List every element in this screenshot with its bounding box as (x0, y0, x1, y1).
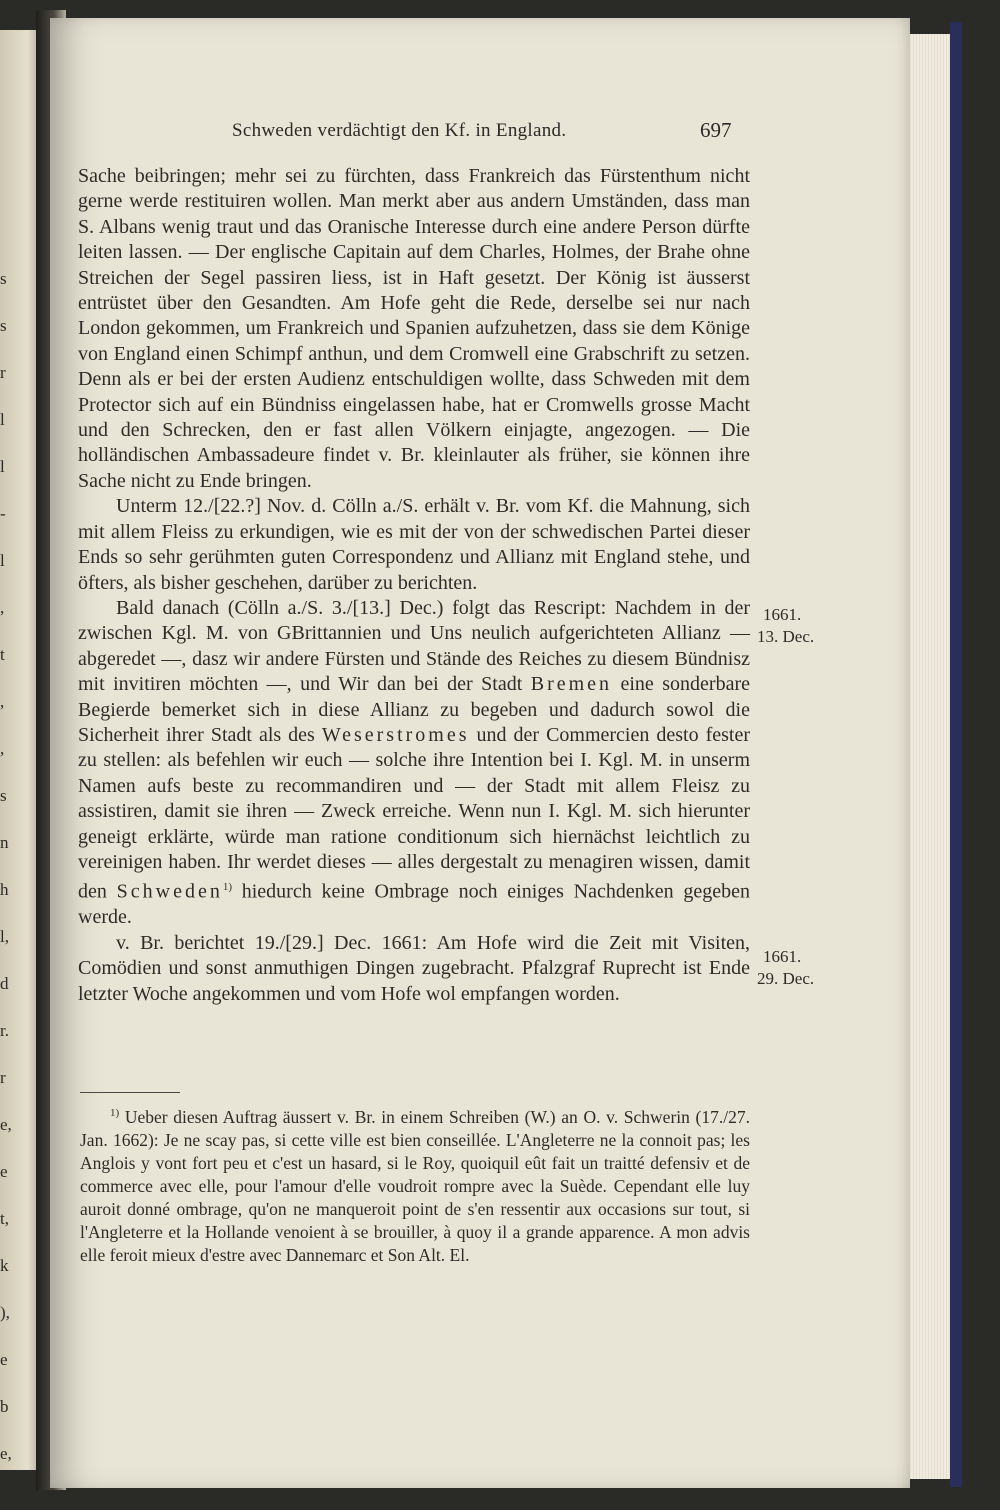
footnote-mark: 1) (110, 1107, 120, 1119)
facing-page-fragment: b (0, 1397, 9, 1416)
facing-page-fragment: ir (0, 1491, 11, 1510)
footnote-reference: 1) (222, 881, 232, 894)
page-stack-edge (908, 34, 953, 1479)
facing-page-fragment: , (0, 598, 5, 617)
facing-page-fragment: r. (0, 1021, 9, 1040)
footnote-text: Ueber diesen Auftrag äussert v. Br. in einem Schreiben (W.) an O. v. Schwerin (17./27. Jan. 1662): Je ne scay pas, si cette ville est bien conseillée. L'Angleterre ne la connoit pas; les Anglois y vont fort peu et c'est un hasard, si le Roy, quoiquil eût fait un traitté defensiv et de commerce avec elle, pour l'amour d'elle voudroit rompre avec la Suède. Cependant elle luy auroit donné ombrage, qu'on ne manqueroit point de s'en ressentir aux occasions sur tout, si l'Angleterre et la Hollande venoient à se brouiller, à quoy il a grande apparence. A mon advis elle feroit mieux d'estre avec Dannemarc et Son Alt. El. (80, 1106, 750, 1265)
margin-date: 13. Dec. (757, 627, 815, 646)
facing-page-fragment: l (0, 551, 5, 570)
paragraph: v. Br. berichtet 19./[29.] Dec. 1661: Am Hofe wird die Zeit mit Visiten, Comödien und sonst anmuthigen Dingen zugebracht. Pfalzgraf Ruprecht ist Ende letzter Woche angekommen und vom Hofe wol empfangen worden. (78, 931, 750, 1005)
facing-page-fragment: r (0, 363, 6, 382)
running-title: Schweden verdächtigt den Kf. in England. (232, 120, 567, 141)
main-text (78, 164, 750, 1007)
facing-page-fragment: t (0, 645, 5, 664)
footnote (80, 1102, 750, 1267)
text-run: hiedurch keine Ombrage noch einiges Nachdenken gegeben werde. (78, 881, 750, 929)
facing-page-fragment: k (0, 1256, 9, 1275)
facing-page-fragment: - (0, 504, 6, 523)
facing-page-fragment: ), (0, 1303, 10, 1322)
emphasized-word: Weserstromes (321, 723, 470, 746)
paragraph: Unterm 12./[22.?] Nov. d. Cölln a./S. erhält v. Br. vom Kf. die Mahnung, sich mit allem Fleiss zu erkundigen, wie es mit der von der schwedischen Partei dieser Ends so sehr gerühmten guten Correspondenz und Allianz mit England stehe, und öfters, als bisher geschehen, darüber zu berichten. (78, 495, 750, 594)
facing-page-fragment: l (0, 457, 5, 476)
emphasized-word: Schweden (116, 881, 223, 904)
margin-year: 1661. (763, 947, 802, 966)
paragraph: Sache beibringen; mehr sei zu fürchten, dass Frankreich das Fürstenthum nicht gerne werde restituiren wollen. Man merkt aber aus andern Umständen, dass man S. Albans wenig traut und das Oranische Interesse durch eine andere Person dürfte leiten lassen. — Der englische Capitain auf dem Charles, Holmes, der Brahe ohne Streichen der Segel passiren liess, ist in Haft gesetzt. Der König ist äusserst entrüstet über den Gesandten. Am Hofe geht die Rede, derselbe sei nur nach London gekommen, um Frankreich und Spanien aufzuhetzen, dass sie dem Könige von England einen Schimpf anthun, und dem Cromwell eine Grabschrift zu setzen. Denn als er bei der ersten Audienz entschuldigen wollte, dass Schweden mit dem Protector sich auf ein Bündniss eingelassen habe, hat er Cromwells grosse Macht und den Schrecken, den er fast allen Völkern einjagte, angezogen. — Die holländischen Ambassadeure findet v. Br. kleinlauter als früher, sie können ihre Sache nicht zu Ende bringen. (78, 165, 750, 492)
facing-page-fragment: e (0, 1350, 8, 1369)
facing-page-fragment: e (0, 1162, 8, 1181)
margin-date-note (757, 946, 837, 990)
facing-page-fragment: h (0, 880, 9, 899)
facing-page-fragment: e, (0, 1444, 12, 1463)
facing-page-fragment: l, (0, 927, 9, 946)
page-number: 697 (700, 118, 732, 142)
text-run: eine sonderbare Begierde bemerket sich in diese Allianz zu begeben und dadurch sowol die Sicherheit ihrer Stadt als des (78, 673, 750, 746)
facing-page-fragment: s (0, 786, 7, 805)
margin-year: 1661. (763, 605, 802, 624)
facing-page-fragment: , (0, 692, 5, 711)
book-cover-edge (950, 22, 962, 1487)
margin-date: 29. Dec. (757, 969, 815, 988)
facing-page-fragment: s (0, 316, 7, 335)
facing-page-fragment: n (0, 833, 9, 852)
margin-date-note (757, 604, 837, 648)
facing-page-fragment: r (0, 1068, 6, 1087)
text-run: Bald danach (Cölln a./S. 3./[13.] Dec.) folgt das Rescript: Nachdem in der zwischen Kgl. M. von GBrittannien und Uns neulich aufgerichteten Allianz — abgeredet —, dasz wir andere Fürsten und Stände des Reiches zu diesem Bündnisz mit invitiren möchten —, und Wir dan bei der Stadt (78, 596, 750, 696)
paragraph (78, 596, 750, 931)
facing-page-fragment: d (0, 974, 9, 993)
emphasized-word: Bremen (530, 673, 613, 696)
text-run: und der Commercien desto fester zu stellen: als befehlen wir euch — solche ihre Intention bei I. Kgl. M. in unserm Namen aufs beste zu recommandiren und — der Stadt mit allem Fleisz zu assistiren, damit sie ihren — Zweck erreiche. Wenn nun I. Kgl. M. sich hierunter geneigt erklärte, würde man ratione conditionum sich hiernächst leichtlich zu vereinigen haben. Ihr werdet dieses — alles dergestalt zu menagiren wissen, damit den (78, 723, 750, 904)
footnote-rule (80, 1092, 180, 1093)
facing-page-fragment: s (0, 269, 7, 288)
facing-page-fragment: t, (0, 1209, 9, 1228)
facing-page-fragment: e, (0, 1115, 12, 1134)
facing-page-fragment: , (0, 739, 5, 758)
facing-page-fragment: l (0, 410, 5, 429)
